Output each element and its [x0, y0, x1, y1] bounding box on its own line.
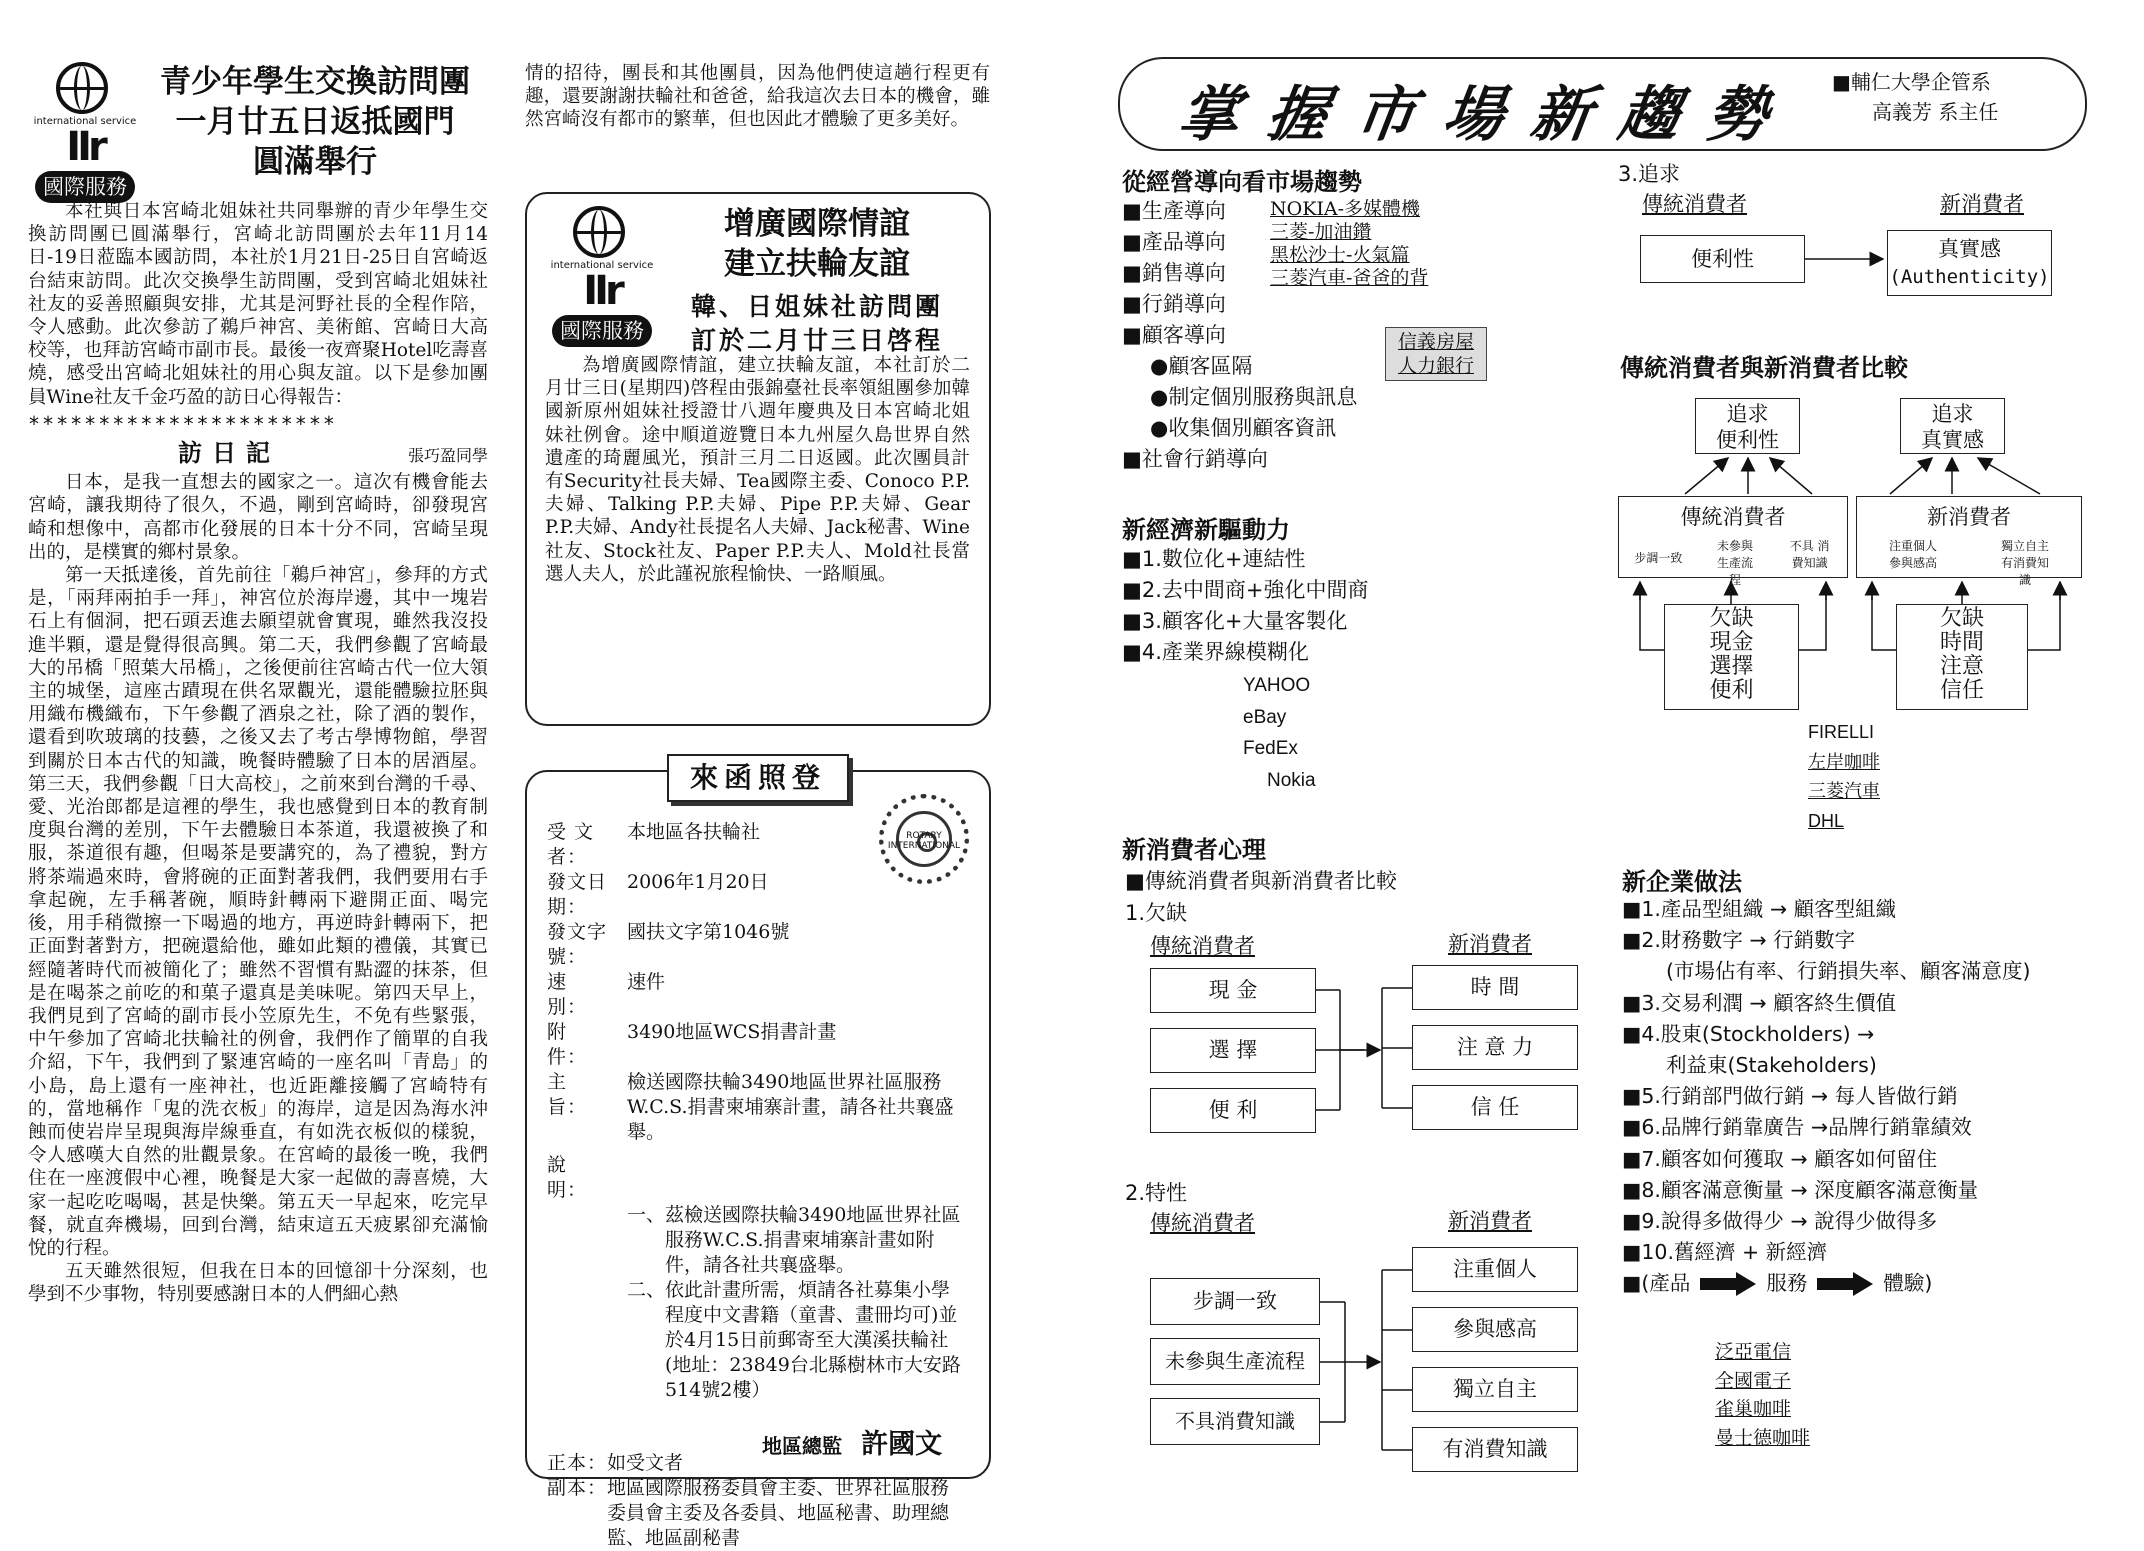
p2-right-box-3: 獨立自主 [1412, 1367, 1578, 1412]
sec5-title: 傳統消費者與新消費者比較 [1620, 354, 1908, 382]
p2-left-box-2: 未參與生產流程 [1150, 1338, 1320, 1385]
s5-top-left: 追求 便利性 [1695, 398, 1800, 454]
sec2-brands: YAHOO eBay FedEx Nokia [1243, 675, 1316, 791]
sec1-tag: 信義房屋 人力銀行 [1385, 327, 1487, 381]
logo-badge: 國際服務 [35, 171, 135, 203]
letter-title: 來函照登 [667, 754, 849, 802]
p1-left-box-2: 選 擇 [1150, 1028, 1316, 1073]
author-affiliation: ■輔仁大學企管系 高義芳 系主任 [1832, 70, 1999, 124]
sec3-p1-new: 新消費者 [1448, 932, 1532, 956]
sec4-new: 新消費者 [1940, 192, 2024, 216]
article1-headline: 青少年學生交換訪問團 一月廿五日返抵國門 圓滿舉行 [160, 64, 470, 180]
p2-right-box-1: 注重個人 [1412, 1247, 1578, 1292]
sec3-subtitle: ■傳統消費者與新消費者比較 [1125, 869, 1397, 893]
p2-right-box-4: 有消費知識 [1412, 1427, 1578, 1472]
logo-mark: IIr [66, 124, 104, 170]
sec3-p1-trad: 傳統消費者 [1150, 934, 1255, 958]
korea-headline: 增廣國際情誼 建立扶輪友誼 [724, 206, 910, 282]
rotary-emblem-icon: ROTARY INTERNATIONAL [879, 794, 969, 884]
banner-title: 掌握市場新趨勢 [1174, 80, 1801, 150]
sec4-p3: 3.追求 [1618, 162, 1681, 186]
sec3-p2: 2.特性 [1125, 1181, 1188, 1205]
s5-mid-right: 新消費者 注重個人 參與感高 獨立自主 有消費知識 [1856, 496, 2082, 578]
sec1-examples: NOKIA-多媒體機 三菱-加油鑽 黑松沙士-火氣篇 三菱汽車-爸爸的背 [1270, 198, 1429, 289]
letter-fields: 受 文 者： 本地區各扶輪社 發文日期： 2006年1月20日 發文字號： 國扶文字第1046號 速 別： 速件 附 件： 3490地區WCS捐書計畫 主 旨： 檢送國際扶輪3490地區世界社區服務W.C.S.捐書柬埔寨計畫，請各社共襄盛舉。 說 明： 一、 茲檢送國際扶輪3490地區世界社區服務W.C.S.捐書柬埔寨計畫如附件，請各社共襄盛舉。 二、 依此計畫所需，煩請各社募集小學程度中文書籍（童書、畫冊均可)並於4月15日前郵寄至大漢溪扶輪社(地址：23849台北縣樹林市大安路514號2樓） 正本： 如受文者 副本： 地區國際服務委員會主委、世界社區服務委員會主委及各委員、地區秘書、助理總監、地區副秘書 [547, 821, 961, 1549]
diary-para-3: 五天雖然很短，但我在日本的回憶卻十分深刻，也學到不少事物，特別要感謝日本的人們細心熱 [28, 1261, 488, 1306]
p1-left-box-3: 便 利 [1150, 1088, 1316, 1133]
sec3-p1: 1.欠缺 [1125, 901, 1188, 925]
sec6-list: ■ 1.產品型組織 → 顧客型組織 ■ 2.財務數字 → 行銷數字 (市場佔有率、行銷損失率、顧客滿意度) ■ 3.交易利潤 → 顧客終生價值 ■ 4.股東(Stockholders) → 利益東(Stakeholders) ■ 5.行銷部門做行銷 → 每人皆做行銷 ■ 6.品牌行銷靠廣告 →品牌行銷靠績效 ■ 7.顧客如何獲取 → 顧客如何留住 ■ 8.顧客滿意衡量 → 深度顧客滿意衡量 ■ 9.說得多做得少 → 說得少做得多 ■ 10.舊經濟 + 新經濟 ■ (產品 服務 體驗) [1622, 894, 2031, 1300]
sec2-title: 新經濟新驅動力 [1122, 516, 1290, 544]
sec4-left-box: 便利性 [1640, 235, 1805, 283]
sec3-p2-new: 新消費者 [1448, 1209, 1532, 1233]
international-service-logo-2: international service IIr 國際服務 [547, 206, 657, 347]
sec1-title: 從經營導向看市場趨勢 [1122, 168, 1362, 196]
sec4-right-box: 真實感 (Authenticity) [1887, 230, 2052, 296]
s5-bottom-right: 欠缺 時間 注意 信任 [1896, 604, 2028, 710]
p1-left-box-1: 現 金 [1150, 968, 1316, 1013]
sec2-list: ■ 1.數位化+連結性 ■ 2.去中間商+強化中間商 ■ 3.顧客化+大量客製化 ■ 4.產業界線模糊化 [1122, 544, 1368, 668]
s5-bottom-left: 欠缺 現金 選擇 便利 [1664, 604, 1799, 710]
diary-author: 張巧盈同學 [407, 446, 488, 466]
diary-para-2: 第一天抵達後，首先前往「鵜戶神宮」，參拜的方式是，「兩拜兩拍手一拜」，神宮位於海岸邊，其中一塊岩石上有個洞，把石頭丟進去願望就會實現，雖然我沒投進半顆，還是覺得很高興。第二天，我們參觀了宮崎最大的吊橋「照葉大吊橋」，之後便前往宮崎古代一位大領主的城堡，這座古蹟現在供名眾觀光，還能體驗拉胚與用織布機織布，下午參觀了酒泉之社，除了酒的製作，還看到吹玻璃的技藝，之後又去了考古學博物館，學習到關於日本古代的知識，晚餐時體驗了日本的居酒屋。第三天，我們參觀「日大高校」，之前來到台灣的千尋、愛、光治郎都是這裡的學生，我也感覺到日本的教育制度與台灣的差別，下午去體驗日本茶道，我還被換了和服，茶道很有趣，但喝茶是要講究的，為了禮貌，對方將茶端過來時，會將碗的正面對著我們，我們要用右手拿起碗，左手稱著碗，順時針轉兩下避開正面、喝完後，用手稍微擦一下喝過的地方，再逆時針轉兩下，把正面對著對方，把碗還給他，雖如此類的禮儀，其實已經隨著時代而被簡化了；雖然不習慣有點澀的抹茶，但是在喝茶之前吃的和菓子還真是美味呢。第四天早上，我們見到了宮崎的副市長小笠原先生，不免有些緊張，中午參加了宮崎北扶輪社的例會，我們作了簡單的自我介紹，下午，我們到了緊連宮崎的一座名叫「青島」的小島，島上還有一座神社，也近距離接觸了宮崎特有的，當地稱作「鬼的洗衣板」的海岸，這是因為海水沖蝕而使岩岸呈現與海岸線垂直，有如洗衣板似的樣貌，令人感嘆大自然的壯觀景象。在宮崎的最後一晚，我們住在一座渡假中心裡，晚餐是大家一起做的壽喜燒，大家一起吃吃喝喝，甚是快樂。第五天一早起來，吃完早餐，就直奔機場，回到台灣，結束這五天疲累卻充滿愉悅的行程。 [28, 565, 488, 1259]
sec6-title: 新企業做法 [1622, 868, 1742, 896]
p2-left-box-1: 步調一致 [1150, 1278, 1320, 1325]
sec6-flow: ■ (產品 服務 體驗) [1622, 1268, 2031, 1299]
p1-right-box-3: 信 任 [1412, 1085, 1578, 1130]
diary-title: 訪日記 [178, 439, 280, 468]
stars-divider: ********************** [28, 411, 337, 436]
sec1-list: ■ 生產導向 ■ 產品導向 ■ 銷售導向 ■ 行銷導向 ■ 顧客導向 ● 顧客區隔 ● 制定個別服務與訊息 ● 收集個別顧客資訊 ■ 社會行銷導向 [1122, 196, 1357, 475]
s5-mid-left: 傳統消費者 步調一致 未參與 生產流程 不具 消費知識 [1618, 496, 1848, 578]
p1-right-box-1: 時 間 [1412, 965, 1578, 1010]
korea-body: 為增廣國際情誼，建立扶輪友誼，本社訂於二月廿三日(星期四)啓程由張錦臺社長率領組團參加韓國新原州姐妹社授證廿八週年慶典及日本宮崎北姐妹社例會。途中順道遊覽日本九州屋久島世界自然遺產的琦麗風光，預計三月二日返國。此次團員計有Security社長夫婦、Tea國際主委、Conoco P.P.夫婦、Talking P.P.夫婦、Pipe P.P.夫婦、Gear P.P.夫婦、Andy社長提名人夫婦、Jack秘書、Wine社友、Stock社友、Paper P.P.夫人、Mold社長當選人夫人，於此謹祝旅程愉快、一路順風。 [545, 355, 970, 585]
sec3-title: 新消費者心理 [1122, 836, 1266, 864]
s5-top-right: 追求 真實感 [1900, 398, 2005, 454]
logo-caption: international service [33, 116, 137, 127]
p2-left-box-3: 不具消費知識 [1150, 1398, 1320, 1445]
sec6-brands: 泛亞電信 全國電子 雀巢咖啡 曼士德咖啡 [1715, 1341, 1811, 1449]
article1-intro: 本社與日本宮崎北姐妹社共同舉辦的青少年學生交換訪問團已圓滿舉行，宮崎北訪問團於去年11月14日-19日蒞臨本國訪問，本社於1月21日-25日自宮崎返台結束訪問。此次交換學生訪問團，受到宮崎北姐妹社社友的妥善照顧與安排，尤其是河野社長的全程作陪，令人感動。此次參訪了鵜戶神宮、美術館、宮崎日大高校等，也拜訪宮崎市副市長。最後一夜齊聚Hotel吃壽喜燒，感受出宮崎北姐妹社的用心與友誼。以下是參加團員Wine社友千金巧盈的訪日心得報告： [28, 201, 488, 408]
diary-para-1: 日本，是我一直想去的國家之一。這次有機會能去宮崎，讓我期待了很久，不過，剛到宮崎時，卻發現宮崎和想像中，高都市化發展的日本十分不同，宮崎呈現出的，是樸實的鄉村景象。 [28, 472, 488, 563]
p1-right-box-2: 注 意 力 [1412, 1025, 1578, 1070]
p2-right-box-2: 參與感高 [1412, 1307, 1578, 1352]
sec4-trad: 傳統消費者 [1642, 192, 1747, 216]
sec5-brands: FIRELLI 左岸咖啡 三菱汽車 DHL [1808, 722, 1880, 831]
diary-continued: 情的招待，團長和其他團員，因為他們使這趟行程更有趣，還要謝謝扶輪社和爸爸，給我這次去日本的機會，雖然宮崎沒有都市的繁華，但也因此才體驗了更多美好。 [525, 63, 990, 131]
sec3-p2-trad: 傳統消費者 [1150, 1211, 1255, 1235]
letter-signature: 地區總監 許國文 [762, 1429, 943, 1460]
korea-subheadline: 韓、日姐妹社訪問團 訂於二月廿三日啓程 [690, 292, 943, 355]
